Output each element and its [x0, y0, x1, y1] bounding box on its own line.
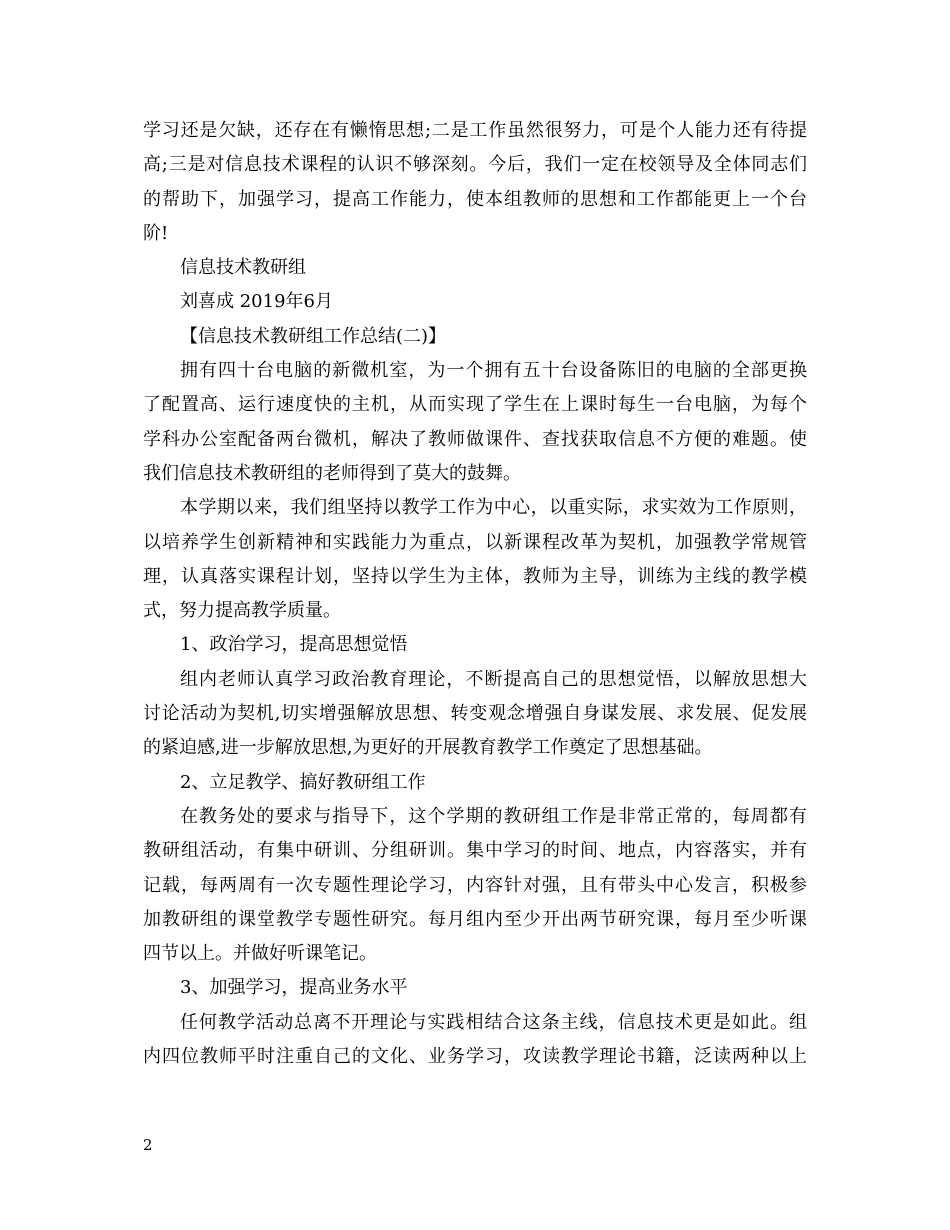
text-line: 本学期以来，我们组坚持以教学工作为中心，以重实际，求实效为工作原则，	[180, 497, 807, 519]
text-line: 任何教学活动总离不开理论与实践相结合这条主线，信息技术更是如此。组	[180, 1011, 807, 1033]
text-line: 理，认真落实课程计划，坚持以学生为主体，教师为主导，训练为主线的教学模	[143, 565, 807, 587]
text-line: 了配置高、运行速度快的主机，从而实现了学生在上课时每生一台电脑，为每个	[143, 394, 807, 416]
signature-org: 信息技术教研组	[180, 257, 306, 279]
text-line: 教研组活动，有集中研训、分组研训。集中学习的时间、地点，内容落实，并有	[143, 840, 807, 862]
document-body	[143, 114, 807, 1074]
text-line: 加教研组的课堂教学专题性研究。每月组内至少开出两节研究课，每月至少听课	[143, 908, 807, 930]
section-heading: 2、立足教学、搞好教研组工作	[180, 771, 426, 793]
text-line: 讨论活动为契机,切实增强解放思想、转变观念增强自身谋发展、求发展、促发展	[143, 703, 807, 725]
text-line: 我们信息技术教研组的老师得到了莫大的鼓舞。	[143, 462, 521, 484]
text-line: 四节以上。并做好听课笔记。	[143, 943, 377, 965]
text-line: 内四位教师平时注重自己的文化、业务学习，攻读教学理论书籍，泛读两种以上	[143, 1046, 807, 1068]
text-line: 的紧迫感,进一步解放思想,为更好的开展教育教学工作奠定了思想基础。	[143, 737, 713, 759]
section-heading: 3、加强学习，提高业务水平	[180, 977, 408, 999]
text-line: 学习还是欠缺，还存在有懒惰思想;二是工作虽然很努力，可是个人能力还有待提	[143, 120, 807, 141]
text-line: 拥有四十台电脑的新微机室，为一个拥有五十台设备陈旧的电脑的全部更换	[180, 360, 807, 382]
text-line: 组内老师认真学习政治教育理论，不断提高自己的思想觉悟，以解放思想大	[180, 668, 807, 690]
text-line: 以培养学生创新精神和实践能力为重点，以新课程改革为契机，加强教学常规管	[143, 531, 807, 553]
text-line: 学科办公室配备两台微机，解决了教师做课件、查找获取信息不方便的难题。使	[143, 428, 807, 450]
section-title: 【信息技术教研组工作总结(二)】	[180, 325, 447, 347]
text-line: 在教务处的要求与指导下，这个学期的教研组工作是非常正常的，每周都有	[180, 805, 807, 827]
page-number: 2	[143, 1136, 153, 1154]
text-line: 式，努力提高教学质量。	[143, 600, 341, 622]
text-line: 记载，每两周有一次专题性理论学习，内容针对强，且有带头中心发言，积极参	[143, 874, 807, 896]
section-heading: 1、政治学习，提高思想觉悟	[180, 634, 408, 656]
text-line: 的帮助下，加强学习，提高工作能力，使本组教师的思想和工作都能更上一个台	[143, 188, 807, 210]
signature-author-date: 刘喜成 2019年6月	[180, 291, 333, 313]
text-line: 高;三是对信息技术课程的认识不够深刻。今后，我们一定在校领导及全体同志们	[143, 154, 807, 176]
text-line: 阶!	[143, 222, 169, 244]
